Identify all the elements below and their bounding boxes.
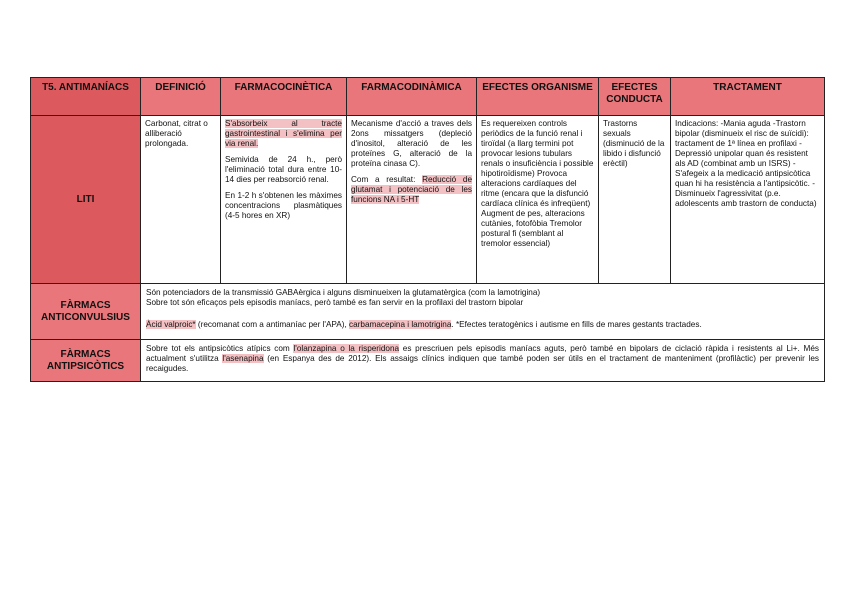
liti-farmacocinetica-p1 xyxy=(225,119,342,149)
anticonvulsius-line2: Sobre tot són eficaços pels episodis maníacs, però també es fan servir en la profilaxi del trastorn bipolar xyxy=(146,298,524,307)
anticonvulsius-content xyxy=(141,284,825,340)
text: (en Espanya des de 2012). Els assaigs clínics indiquen que també poden ser útils en el tractament de manteniment (profilàctic) per prevenir les recaigudes. xyxy=(146,354,819,373)
header-efectes-conducta: EFECTES CONDUCTA xyxy=(599,78,671,116)
liti-efectes-conducta-text: Trastorns sexuals (disminució de la libido i disfunció erèctil) xyxy=(603,119,665,168)
liti-farmacocinetica xyxy=(221,116,347,284)
liti-farmacocinetica-p2: Semivida de 24 h., però l'eliminació total dura entre 10-14 dies per reabsorció renal. xyxy=(225,155,342,184)
highlight: l'asenapina xyxy=(222,354,264,363)
liti-efectes-conducta xyxy=(599,116,671,284)
anticonvulsius-line1: Són potenciadors de la transmissió GABAèrgica i alguns disminueixen la glutamatèrgica (com la lamotrigina) xyxy=(146,288,541,297)
antipsicotics-label: FÀRMACS ANTIPSICÒTICS xyxy=(31,340,141,382)
header-topic: T5. ANTIMANÍACS xyxy=(31,78,141,116)
highlight: l'olanzapina o la risperidona xyxy=(293,344,400,353)
text: (recomanat com a antimaníac per l'APA), xyxy=(195,320,350,329)
liti-farmacocinetica-p3: En 1-2 h s'obtenen les màximes concentracions plasmàtiques (4-5 hores en XR) xyxy=(225,191,342,220)
prefix-text: Com a resultat: xyxy=(351,175,423,184)
header-definicio: DEFINICIÓ xyxy=(141,78,221,116)
highlight: Reducció de glutamat i potenciació de les funcions NA i 5-HT xyxy=(351,175,472,204)
header-efectes-organisme: EFECTES ORGANISME xyxy=(477,78,599,116)
liti-farmacodinamica-p2 xyxy=(351,175,472,205)
highlight: Àcid valproic* xyxy=(146,320,196,329)
liti-efectes-organisme xyxy=(477,116,599,284)
highlight: S'absorbeix al tracte gastrointestinal i s'elimina per via renal. xyxy=(225,119,342,148)
liti-row xyxy=(31,116,825,284)
header-row xyxy=(31,78,825,116)
antipsicotics-content xyxy=(141,340,825,382)
text: . *Efectes teratogènics i autisme en fills de mares gestants tractades. xyxy=(451,320,702,329)
antipsicotics-text xyxy=(146,344,819,374)
liti-farmacodinamica xyxy=(347,116,477,284)
anticonvulsius-line3 xyxy=(146,320,819,330)
anticonvulsius-label: FÀRMACS ANTICONVULSIUS xyxy=(31,284,141,340)
antimaniacs-table xyxy=(30,77,825,382)
liti-farmacodinamica-p1: Mecanisme d'acció a traves dels 2ons missatgers (depleció d'inositol, alteració de les proteïnes G, alteració de la proteïna cinasa C). xyxy=(351,119,472,168)
liti-label: LITI xyxy=(31,116,141,284)
liti-definicio-text: Carbonat, citrat o alliberació prolongada. xyxy=(145,119,208,148)
anticonvulsius-row xyxy=(31,284,825,340)
antipsicotics-row xyxy=(31,340,825,382)
liti-definicio xyxy=(141,116,221,284)
header-farmacocinetica: FARMACOCINÈTICA xyxy=(221,78,347,116)
liti-tractament xyxy=(671,116,825,284)
text: es prescriuen pels episodis maníacs aguts, però també en bipolars de ciclació ràpida i resistents al Li+. Més actualment s'utilitza xyxy=(146,344,820,363)
liti-efectes-organisme-text: Es requereixen controls periòdics de la funció renal i tiroïdal (a llarg termini pot provocar lesions tubulars renals o insuficiència i possible hipotiroïdisme) Provoca alteracions cardíaques del ritme (encara que la disfunció cardíaca clínica és infreqüent) Augment de pes, alteracions cutànies, fotofòbia Tremolor postural fi (semblant al tremolor essencial) xyxy=(481,119,594,248)
header-tractament: TRACTAMENT xyxy=(671,78,825,116)
document-page xyxy=(30,77,824,382)
text: Sobre tot els antipsicòtics atípics com xyxy=(146,344,294,353)
highlight: carbamacepina i lamotrigina xyxy=(349,320,452,329)
header-farmacodinamica: FARMACODINÀMICA xyxy=(347,78,477,116)
liti-tractament-text: Indicacions: -Mania aguda -Trastorn bipolar (disminueix el risc de suïcidi): tractament de 1ª línea en profilaxi -Depressió unipolar quan és resistent als AD (combinat amb un ISRS) -S'afegeix a la medicació antipsicòtica quan hi ha resistència a l'antipsicòtic. -Disminueix l'agressivitat (p.e. adolescents amb trastorn de conducta) xyxy=(675,119,817,208)
